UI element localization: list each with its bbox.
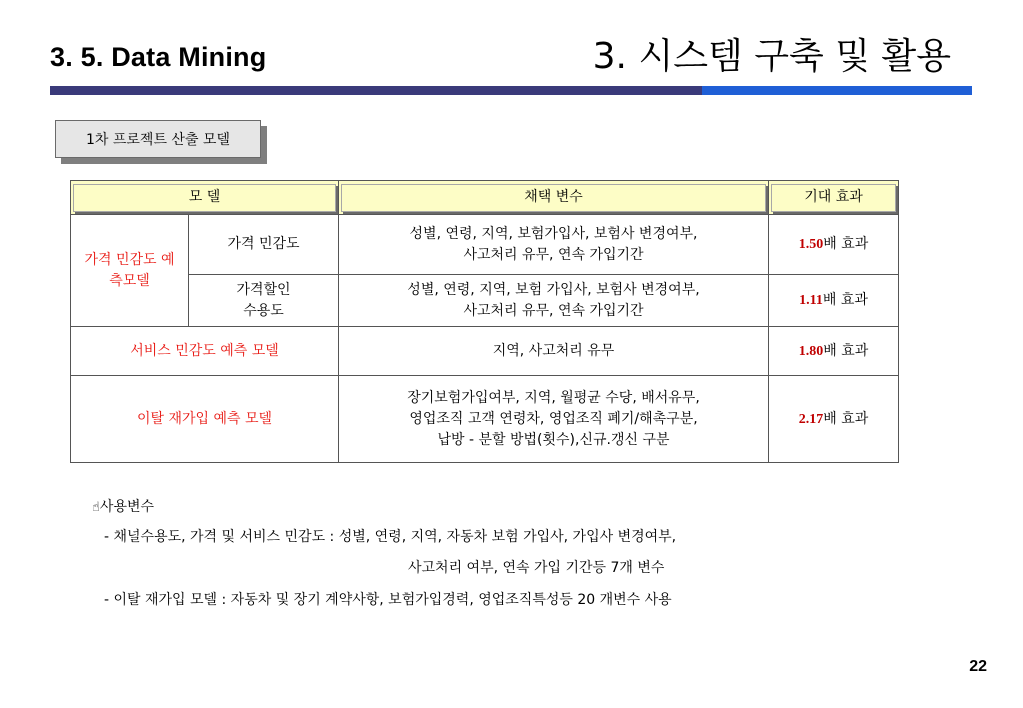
section-title: 3. 5. Data Mining bbox=[50, 42, 267, 72]
header-variables: 채택 변수 bbox=[339, 181, 769, 215]
model-name-churn-rejoin: 이탈 재가입 예측 모델 bbox=[71, 376, 339, 463]
effect-cell: 1.80배 효과 bbox=[769, 327, 899, 376]
variables-cell: 지역, 사고처리 유무 bbox=[339, 327, 769, 376]
model-name-service-sensitivity: 서비스 민감도 예측 모델 bbox=[71, 327, 339, 376]
effect-cell: 2.17배 효과 bbox=[769, 376, 899, 463]
header-effect: 기대 효과 bbox=[769, 181, 899, 215]
variables-cell: 성별, 연령, 지역, 보험 가입사, 보험사 변경여부, 사고처리 유무, 연속 가입기간 bbox=[339, 275, 769, 327]
table-row bbox=[71, 275, 899, 327]
submodel-discount-acceptance: 가격할인 수용도 bbox=[189, 275, 339, 327]
notes-heading-row bbox=[92, 496, 154, 516]
notes-line-3: - 이탈 재가입 모델 : 자동차 및 장기 계약사항, 보험가입경력, 영업조직특성등 20 개변수 사용 bbox=[104, 592, 672, 608]
submodel-price-sensitivity: 가격 민감도 bbox=[189, 215, 339, 275]
model-name-price-sensitivity: 가격 민감도 예측모델 bbox=[71, 215, 189, 327]
effect-cell: 1.50배 효과 bbox=[769, 215, 899, 275]
table-row bbox=[71, 215, 899, 275]
notes-line-1: - 채널수용도, 가격 및 서비스 민감도 : 성별, 연령, 지역, 자동차 보험 가입사, 가입사 변경여부, bbox=[104, 529, 677, 545]
project-label-box bbox=[55, 120, 261, 158]
table-header-row bbox=[71, 181, 899, 215]
notes-line-2: 사고처리 여부, 연속 가입 기간등 7개 변수 bbox=[408, 560, 665, 576]
table-row bbox=[71, 376, 899, 463]
effect-cell: 1.11배 효과 bbox=[769, 275, 899, 327]
variables-cell: 장기보험가입여부, 지역, 월평균 수당, 배서유무, 영업조직 고객 연령차, 영업조직 폐기/해촉구분, 납방 - 분할 방법(횟수),신규.갱신 구분 bbox=[339, 376, 769, 463]
variables-cell: 성별, 연령, 지역, 보험가입사, 보험사 변경여부, 사고처리 유무, 연속 가입기간 bbox=[339, 215, 769, 275]
slide-title: 3. 시스템 구축 및 활용 bbox=[592, 36, 951, 77]
title-rule-dark bbox=[50, 86, 702, 95]
table-row bbox=[71, 327, 899, 376]
title-rule-blue bbox=[702, 86, 972, 95]
header-model: 모 델 bbox=[71, 181, 339, 215]
project-label: 1차 프로젝트 산출 모델 bbox=[55, 120, 261, 158]
model-table bbox=[70, 180, 899, 463]
page-number: 22 bbox=[969, 658, 987, 675]
pointing-hand-icon: ☝ bbox=[92, 500, 100, 515]
notes-heading: 사용변수 bbox=[99, 499, 155, 515]
